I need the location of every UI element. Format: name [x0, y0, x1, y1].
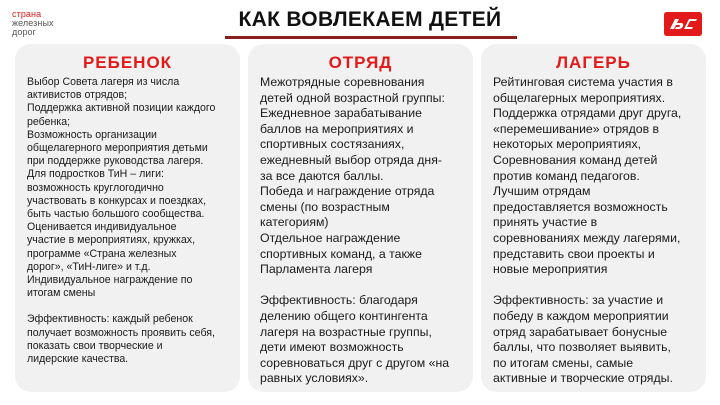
text-line: баллы, что позволяет выявить, — [493, 340, 671, 355]
text-line: Индивидуальное награждение по — [27, 274, 193, 287]
slide-header — [205, 8, 535, 32]
text-line: Для подростков ТиН – лиги: — [27, 168, 164, 181]
text-line: категориям) — [260, 215, 329, 230]
text-line: смены (по возрастным — [260, 199, 390, 214]
text-line: баллов на мероприятиях и — [260, 121, 414, 136]
text-line: Оценивается индивидуальное — [27, 221, 177, 234]
card-body — [248, 74, 473, 387]
text-line: показать свои творческие и — [27, 339, 163, 352]
text-line: Победа и награждение отряда — [260, 184, 435, 199]
text-line: общелагерных мероприятиях. — [493, 90, 666, 105]
text-line: спортивных команд, а также — [260, 246, 422, 261]
text-line: Межотрядные соревнования — [260, 75, 425, 89]
title-underline — [225, 36, 517, 39]
text-line: соревнованиях между лагерями, — [493, 230, 681, 245]
text-line: дети имеют возможность — [260, 340, 404, 355]
spacer-line — [260, 278, 465, 294]
text-line: Возможность организации — [27, 128, 157, 141]
card-body — [15, 74, 240, 366]
text-line: ежедневный выбор отряда дня- — [260, 152, 442, 167]
text-line: спортивных состязаниях, — [260, 137, 405, 152]
text-line: принять участие в — [493, 215, 598, 230]
text-line: быть частью большого сообщества. — [27, 208, 205, 221]
text-line: Выбор Совета лагеря из числа — [27, 76, 180, 88]
text-line: Поддержка активной позиции каждого — [27, 102, 216, 115]
brand-line-3: дорог — [12, 27, 37, 37]
text-line: Парламента лагеря — [260, 262, 373, 277]
text-line: участвовать в конкурсах и поездках, — [27, 194, 207, 207]
text-line: Ежедневное зарабатывание — [260, 106, 422, 121]
text-line: Рейтинговая система участия в — [493, 75, 673, 89]
text-line: программе «Страна железных — [27, 247, 177, 260]
text-line: некоторых мероприятиях, — [493, 137, 642, 152]
text-line: Соревнования команд детей — [493, 152, 658, 167]
card-title: ОТРЯД — [328, 53, 393, 72]
text-line: Эффективность: за участие и — [493, 293, 664, 308]
text-line: победу в каждом мероприятии — [493, 308, 669, 323]
text-line: детей одной возрастной группы: — [260, 90, 445, 105]
card-title: ЛАГЕРЬ — [556, 53, 631, 72]
text-line: ребенка; — [27, 115, 71, 128]
text-line: возможность круглогодично — [27, 181, 164, 194]
text-line: равных условиях». — [260, 371, 369, 386]
text-line: представить свои проекты и — [493, 246, 655, 261]
text-line: Эффективность: каждый ребенок — [27, 313, 193, 326]
text-line: итогам смены — [27, 287, 96, 300]
slide-title: КАК ВОВЛЕКАЕМ ДЕТЕЙ — [238, 8, 502, 31]
brand-wordmark — [12, 10, 82, 37]
text-line: делению общего контингента — [260, 308, 428, 323]
text-line: общелагерного мероприятия детьми — [27, 142, 208, 155]
brand-line-2: железных — [12, 18, 54, 28]
spacer-line — [27, 300, 232, 313]
text-line: Отдельное награждение — [260, 230, 401, 245]
text-line: против команд педагогов. — [493, 168, 640, 183]
text-line: предоставляется возможность — [493, 199, 668, 214]
text-line: получает возможность проявить себя, — [27, 326, 215, 339]
text-line: при поддержке руководства лагеря. — [27, 155, 204, 168]
card-title: РЕБЕНОК — [82, 53, 173, 72]
text-line: отряд зарабатывает бонусные — [493, 324, 668, 339]
text-line: участие в мероприятиях, кружках, — [27, 234, 196, 247]
card-child — [15, 44, 240, 392]
text-line: дорог», «ТиН-лиге» и т.д. — [27, 260, 151, 273]
text-line: активные и творческие отряды. — [493, 371, 673, 386]
text-line: по итогам смены, самые — [493, 355, 634, 370]
text-line: соревноваться друг с другом «на — [260, 355, 450, 370]
rzd-logo-icon — [664, 12, 702, 36]
text-line: Эффективность: благодаря — [260, 293, 418, 308]
brand-line-1: страна — [12, 9, 42, 19]
spacer-line — [493, 278, 698, 294]
text-line: активистов отрядов; — [27, 89, 128, 102]
card-squad — [248, 44, 473, 392]
text-line: Лучшим отрядам — [493, 184, 591, 199]
card-camp — [481, 44, 706, 392]
text-line: новые мероприятия — [493, 262, 608, 277]
card-body — [481, 74, 706, 387]
text-line: лагеря на возрастные группы, — [260, 324, 432, 339]
text-line: за все даются баллы. — [260, 168, 384, 183]
text-line: лидерские качества. — [27, 353, 129, 366]
text-line: Поддержка отрядами друг друга, — [493, 106, 682, 121]
text-line: «перемешивание» отрядов в — [493, 121, 660, 136]
